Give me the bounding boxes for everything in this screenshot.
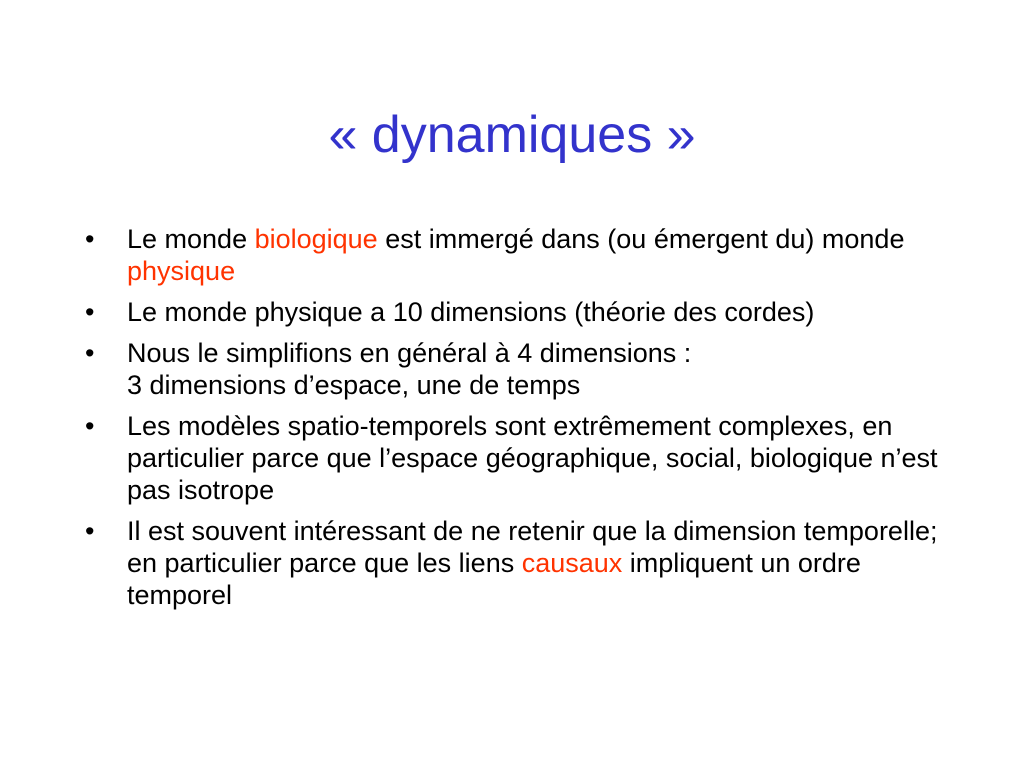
highlight-causaux: causaux bbox=[521, 548, 623, 578]
highlight-biologique: biologique bbox=[254, 224, 378, 254]
bullet-icon: • bbox=[85, 338, 95, 368]
bullet-item-2 bbox=[85, 296, 965, 328]
bullet-text-pre: Le monde bbox=[127, 224, 255, 254]
bullet-text-mid: est immergé dans (ou émergent du) monde bbox=[377, 224, 905, 254]
bullet-text: Le monde physique a 10 dimensions (théorie des cordes) bbox=[127, 297, 815, 327]
bullet-item-5 bbox=[85, 515, 965, 611]
bullet-icon: • bbox=[85, 516, 95, 546]
bullet-icon: • bbox=[85, 411, 95, 441]
highlight-physique: physique bbox=[127, 256, 236, 286]
bullet-text-post: impliquent un ordre temporel bbox=[127, 548, 861, 610]
bullet-item-4 bbox=[85, 410, 965, 506]
bullet-text: Les modèles spatio-temporels sont extrêmement complexes, en particulier parce que l’espace géographique, social, biologique n’est pas isotrope bbox=[127, 411, 938, 505]
bullet-text-pre: Il est souvent intéressant de ne retenir que la dimension temporelle; en particulier parce que les liens bbox=[127, 516, 938, 578]
bullet-item-3 bbox=[85, 337, 965, 401]
bullet-text-line2: 3 dimensions d’espace, une de temps bbox=[127, 370, 581, 400]
slide-title: « dynamiques » bbox=[328, 106, 696, 164]
bullet-text-line1: Nous le simplifions en général à 4 dimensions : bbox=[127, 338, 692, 368]
bullet-icon: • bbox=[85, 297, 95, 327]
bullet-icon: • bbox=[85, 224, 95, 254]
bullet-item-1 bbox=[85, 223, 965, 287]
bullet-list bbox=[85, 223, 965, 620]
